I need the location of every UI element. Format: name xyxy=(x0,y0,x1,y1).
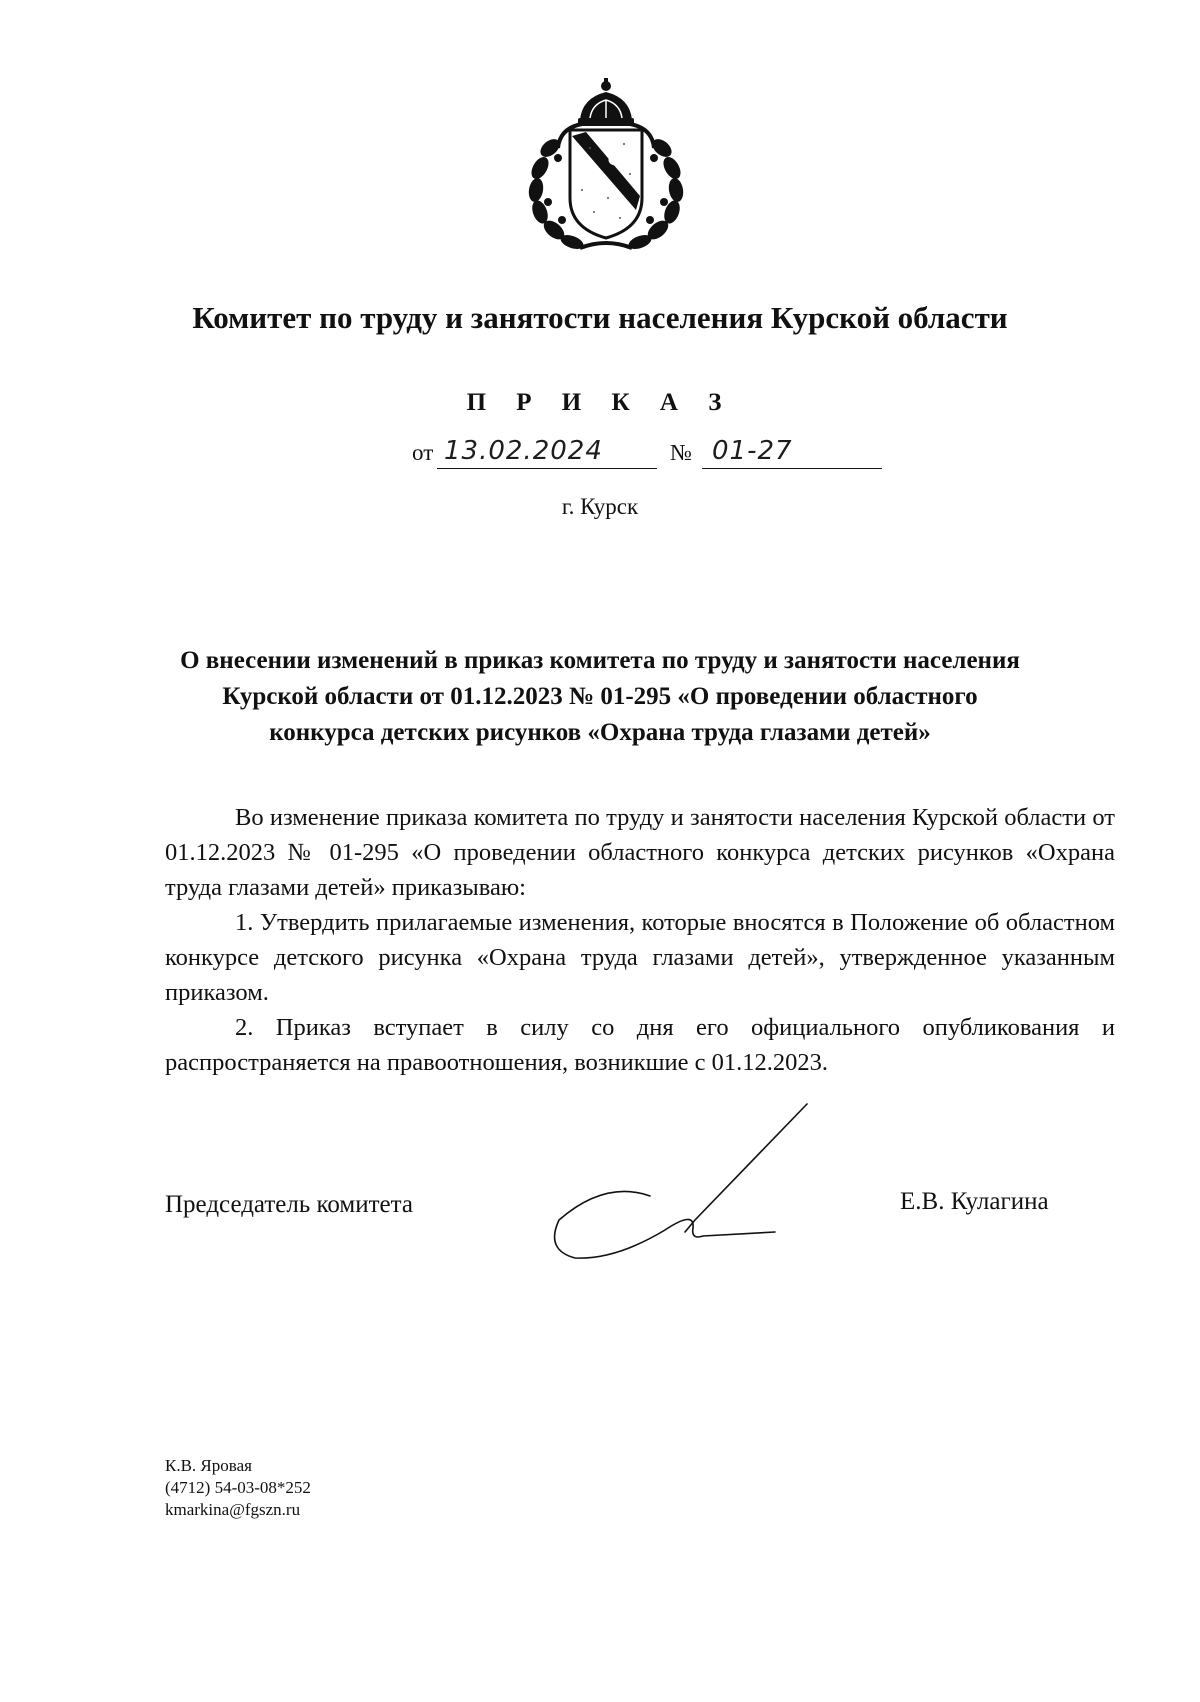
document-type: П Р И К А З xyxy=(466,389,734,416)
shield-icon xyxy=(570,130,642,238)
executor-name: К.В. Яровая xyxy=(165,1456,252,1475)
signatory-role: Председатель комитета xyxy=(165,1191,413,1218)
organization-title: Комитет по труду и занятости населения Курской области xyxy=(192,300,1008,335)
crown-icon xyxy=(578,78,634,126)
date-underline xyxy=(437,468,657,469)
number-handwritten: 01-27 xyxy=(712,436,793,466)
number-underline xyxy=(702,468,882,469)
executor-email: kmarkina@fgszn.ru xyxy=(165,1500,301,1519)
coat-of-arms-emblem xyxy=(520,78,692,256)
executor-phone: (4712) 54-03-08*252 xyxy=(165,1478,311,1497)
order-subject: О внесении изменений в приказ комитета по труду и занятости населения Курской области от 01.12.2023 № 01-295 «О проведении областного конкурса детских рисунков «Охрана труда глазами детей» xyxy=(180,647,1020,746)
body-paragraph-item-1: 1. Утвердить прилагаемые изменения, которые вносятся в Положение об областном конкурсе детского рисунка «Охрана труда глазами детей», утвержденное указанным приказом. xyxy=(165,909,1115,1006)
body-paragraph-item-2: 2. Приказ вступает в силу со дня его официального опубликования и распространяется на правоотношения, возникшие с 01.12.2023. xyxy=(165,1014,1115,1076)
body-paragraph-intro: Во изменение приказа комитета по труду и занятости населения Курской области от 01.12.2023 № 01-295 «О проведении областного конкурса детских рисунков «Охрана труда глазами детей» приказываю: xyxy=(165,804,1115,901)
city: г. Курск xyxy=(561,494,639,519)
date-handwritten: 13.02.2024 xyxy=(444,436,603,466)
number-prefix: № xyxy=(670,440,692,465)
signatory-name: Е.В. Кулагина xyxy=(900,1188,1049,1215)
order-body xyxy=(165,800,1115,1080)
handwritten-signature xyxy=(545,1100,815,1270)
executor-block xyxy=(165,1455,311,1521)
date-prefix: от xyxy=(412,440,434,465)
date-number-line xyxy=(412,436,882,470)
